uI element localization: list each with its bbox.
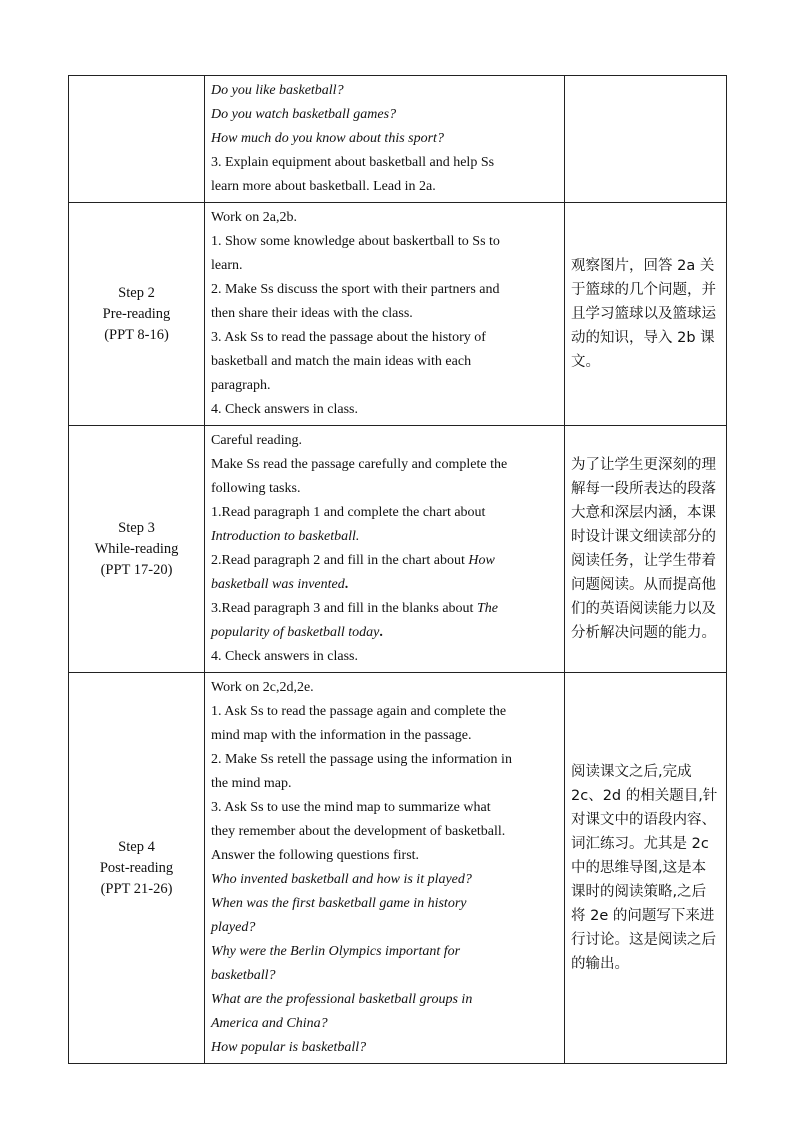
activity-line: Why were the Berlin Olympics important for bbox=[211, 944, 461, 959]
activity-line: paragraph. bbox=[211, 378, 271, 393]
step-label: Step 2 bbox=[118, 284, 155, 301]
activity-line: learn more about basketball. Lead in 2a. bbox=[211, 179, 436, 194]
design-note-cell bbox=[565, 673, 727, 1064]
activity-line: 2. Make Ss discuss the sport with their partners and bbox=[211, 282, 500, 297]
activity-line bbox=[211, 597, 558, 621]
lesson-plan-body bbox=[69, 76, 727, 1064]
step-label: Post-reading bbox=[99, 859, 174, 876]
activity-line: Introduction to basketball. bbox=[211, 529, 360, 544]
step-label: (PPT 8-16) bbox=[104, 326, 169, 343]
activity-line: 4. Check answers in class. bbox=[211, 649, 358, 664]
activity-line: 1. Show some knowledge about baskertball to Ss to bbox=[211, 234, 500, 249]
activity-line: Who invented basketball and how is it played? bbox=[211, 872, 472, 887]
activity-line: 1.Read paragraph 1 and complete the chart about bbox=[211, 505, 486, 520]
activity-line: following tasks. bbox=[211, 481, 301, 496]
activity-text: 2.Read paragraph 2 and fill in the chart about bbox=[211, 553, 469, 568]
activity-text: basketball was invented bbox=[211, 577, 345, 592]
activity-line: 4. Check answers in class. bbox=[211, 402, 358, 417]
design-note-cell bbox=[565, 203, 727, 426]
table-row bbox=[69, 76, 727, 203]
lesson-plan-table bbox=[68, 75, 727, 1064]
activity-line: Answer the following questions first. bbox=[211, 848, 420, 863]
activity-text: 3.Read paragraph 3 and fill in the blanks about bbox=[211, 601, 477, 616]
activity-line: 3. Ask Ss to use the mind map to summarize what bbox=[211, 800, 491, 815]
activity-line: they remember about the development of basketball. bbox=[211, 824, 506, 839]
step-cell bbox=[69, 76, 205, 203]
activity-text: . bbox=[344, 577, 349, 592]
table-row bbox=[69, 673, 727, 1064]
activity-text: How bbox=[468, 553, 495, 568]
activity-line: basketball and match the main ideas with each bbox=[211, 354, 472, 369]
activity-line bbox=[211, 621, 558, 645]
activity-cell bbox=[205, 673, 565, 1064]
activity-line: Careful reading. bbox=[211, 433, 302, 448]
design-note-cell bbox=[565, 426, 727, 673]
activity-line: 1. Ask Ss to read the passage again and complete the bbox=[211, 704, 507, 719]
activity-text: . bbox=[379, 625, 383, 640]
activity-text: popularity of basketball today bbox=[211, 625, 380, 640]
design-note-text: 观察图片，回答 2a 关于篮球的几个问题，并且学习篮球以及篮球运动的知识，导入 2b 课文。 bbox=[571, 258, 716, 370]
step-cell bbox=[69, 203, 205, 426]
activity-line: mind map with the information in the passage. bbox=[211, 728, 472, 743]
table-row bbox=[69, 203, 727, 426]
activity-line bbox=[211, 573, 558, 597]
step-cell bbox=[69, 673, 205, 1064]
activity-cell bbox=[205, 203, 565, 426]
activity-line: How much do you know about this sport? bbox=[211, 131, 444, 146]
activity-line: learn. bbox=[211, 258, 243, 273]
step-label: (PPT 17-20) bbox=[100, 561, 173, 578]
activity-line: then share their ideas with the class. bbox=[211, 306, 413, 321]
activity-line: basketball? bbox=[211, 968, 276, 983]
activity-line: America and China? bbox=[211, 1016, 328, 1031]
activity-line: What are the professional basketball groups in bbox=[211, 992, 473, 1007]
activity-line: the mind map. bbox=[211, 776, 292, 791]
activity-line: played? bbox=[211, 920, 256, 935]
activity-text: The bbox=[476, 601, 498, 616]
activity-line: Do you watch basketball games? bbox=[211, 107, 397, 122]
activity-line: 2. Make Ss retell the passage using the information in bbox=[211, 752, 512, 767]
activity-line: Work on 2a,2b. bbox=[211, 210, 297, 225]
step-label: Step 3 bbox=[118, 519, 155, 536]
activity-line bbox=[211, 549, 558, 573]
design-note-text: 阅读课文之后,完成 2c、2d 的相关题目,针对课文中的语段内容、词汇练习。尤其是 2c 中的思维导图,这是本课时的阅读策略,之后将 2e 的问题写下来进行讨论。这是阅读之后的输出。 bbox=[571, 764, 718, 972]
step-label: Pre-reading bbox=[102, 305, 171, 322]
activity-line: Make Ss read the passage carefully and complete the bbox=[211, 457, 508, 472]
activity-line: 3. Ask Ss to read the passage about the history of bbox=[211, 330, 486, 345]
table-row bbox=[69, 426, 727, 673]
step-label: (PPT 21-26) bbox=[100, 880, 173, 897]
activity-line: 3. Explain equipment about basketball and help Ss bbox=[211, 155, 495, 170]
design-note-text: 为了让学生更深刻的理解每一段所表达的段落大意和深层内涵，本课时设计课文细读部分的阅读任务，让学生带着问题阅读。从而提高他们的英语阅读能力以及分析解决问题的能力。 bbox=[571, 457, 716, 641]
activity-cell bbox=[205, 426, 565, 673]
step-cell bbox=[69, 426, 205, 673]
step-label: While-reading bbox=[94, 540, 179, 557]
step-label: Step 4 bbox=[118, 838, 155, 855]
activity-cell bbox=[205, 76, 565, 203]
activity-line: How popular is basketball? bbox=[211, 1040, 367, 1055]
activity-line: Work on 2c,2d,2e. bbox=[211, 680, 314, 695]
activity-line: When was the first basketball game in history bbox=[211, 896, 467, 911]
design-note-cell bbox=[565, 76, 727, 203]
activity-line: Do you like basketball? bbox=[211, 83, 344, 98]
